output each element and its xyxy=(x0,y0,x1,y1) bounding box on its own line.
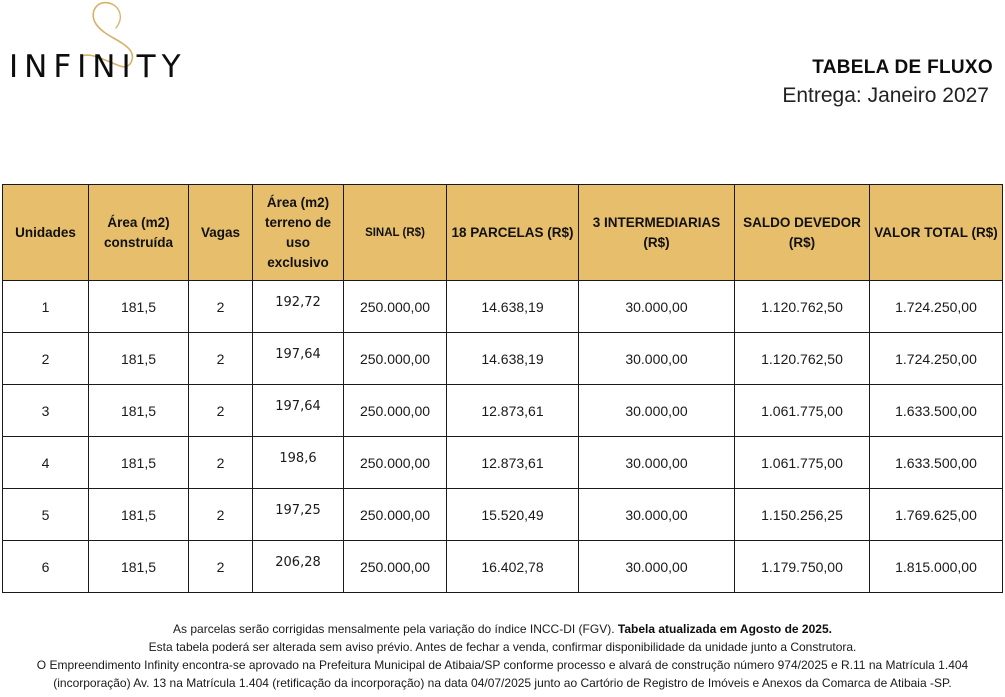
cell-vagas: 2 xyxy=(189,385,253,437)
cell-vagas: 2 xyxy=(189,281,253,333)
column-header-sinal: SINAL (R$) xyxy=(344,185,447,281)
cell-parcelas: 12.873,61 xyxy=(447,385,579,437)
table-row xyxy=(3,437,1003,489)
cell-parcelas: 15.520,49 xyxy=(447,489,579,541)
cell-area-construida: 181,5 xyxy=(89,541,189,593)
cell-valor-total: 1.633.500,00 xyxy=(870,437,1003,489)
cell-area-construida: 181,5 xyxy=(89,333,189,385)
cell-area-terreno: 197,64 xyxy=(253,333,344,385)
cell-unidade: 2 xyxy=(3,333,89,385)
column-header-unidades: Unidades xyxy=(3,185,89,281)
table-row xyxy=(3,541,1003,593)
cell-area-construida: 181,5 xyxy=(89,281,189,333)
footer-line-disclaimer: Esta tabela poderá ser alterada sem aviso prévio. Antes de fechar a venda, confirmar disponibilidade da unidade junto a Construtora. xyxy=(148,640,857,654)
cell-intermediarias: 30.000,00 xyxy=(579,385,735,437)
cell-area-construida: 181,5 xyxy=(89,489,189,541)
cell-valor-total: 1.724.250,00 xyxy=(870,281,1003,333)
delivery-date: Entrega: Janeiro 2027 xyxy=(782,84,989,107)
cell-area-terreno: 206,28 xyxy=(253,541,344,593)
document-header xyxy=(782,56,993,110)
table-row xyxy=(3,385,1003,437)
cell-saldo-devedor: 1.061.775,00 xyxy=(735,437,870,489)
cell-saldo-devedor: 1.061.775,00 xyxy=(735,385,870,437)
payment-flow-table xyxy=(2,184,1003,593)
page-title: TABELA DE FLUXO xyxy=(812,57,993,78)
cell-saldo-devedor: 1.120.762,50 xyxy=(735,333,870,385)
cell-intermediarias: 30.000,00 xyxy=(579,281,735,333)
footer-line-registry: (incorporação) Av. 13 na Matrícula 1.404 (retificação da incorporação) na data 04/07/2025 junto ao Cartório de Registro de Imóveis e Anexos da Comarca de Atibaia -SP. xyxy=(53,676,952,690)
cell-parcelas: 12.873,61 xyxy=(447,437,579,489)
cell-unidade: 1 xyxy=(3,281,89,333)
cell-saldo-devedor: 1.179.750,00 xyxy=(735,541,870,593)
cell-unidade: 6 xyxy=(3,541,89,593)
cell-sinal: 250.000,00 xyxy=(344,281,447,333)
cell-intermediarias: 30.000,00 xyxy=(579,333,735,385)
footer-updated-date: Tabela atualizada em Agosto de 2025. xyxy=(617,622,832,636)
cell-valor-total: 1.724.250,00 xyxy=(870,333,1003,385)
cell-saldo-devedor: 1.150.256,25 xyxy=(735,489,870,541)
cell-parcelas: 14.638,19 xyxy=(447,281,579,333)
cell-area-construida: 181,5 xyxy=(89,385,189,437)
column-header-saldo-devedor: SALDO DEVEDOR (R$) xyxy=(735,185,870,281)
column-header-parcelas: 18 PARCELAS (R$) xyxy=(447,185,579,281)
column-header-intermediarias: 3 INTERMEDIARIAS (R$) xyxy=(579,185,735,281)
cell-area-construida: 181,5 xyxy=(89,437,189,489)
cell-unidade: 5 xyxy=(3,489,89,541)
table-row xyxy=(3,333,1003,385)
cell-area-terreno: 192,72 xyxy=(253,281,344,333)
cell-unidade: 4 xyxy=(3,437,89,489)
cell-vagas: 2 xyxy=(189,437,253,489)
cell-sinal: 250.000,00 xyxy=(344,385,447,437)
footer-correction-text: As parcelas serão corrigidas mensalmente pela variação do índice INCC-DI (FGV). xyxy=(173,622,618,636)
footer-line-approval: O Empreendimento Infinity encontra-se aprovado na Prefeitura Municipal de Atibaia/SP conforme processo e alvará de construção número 974/2025 e R.11 na Matrícula 1.404 xyxy=(36,658,969,672)
column-header-area-terreno: Área (m2) terreno de uso exclusivo xyxy=(253,185,344,281)
cell-sinal: 250.000,00 xyxy=(344,333,447,385)
cell-intermediarias: 30.000,00 xyxy=(579,437,735,489)
cell-sinal: 250.000,00 xyxy=(344,489,447,541)
column-header-valor-total: VALOR TOTAL (R$) xyxy=(870,185,1003,281)
cell-saldo-devedor: 1.120.762,50 xyxy=(735,281,870,333)
brand-name: INFINITY xyxy=(9,49,187,85)
cell-valor-total: 1.815.000,00 xyxy=(870,541,1003,593)
cell-unidade: 3 xyxy=(3,385,89,437)
cell-area-terreno: 198,6 xyxy=(253,437,344,489)
cell-vagas: 2 xyxy=(189,333,253,385)
table-row xyxy=(3,489,1003,541)
table-row xyxy=(3,281,1003,333)
footer-notes xyxy=(0,620,1005,692)
cell-sinal: 250.000,00 xyxy=(344,541,447,593)
cell-parcelas: 14.638,19 xyxy=(447,333,579,385)
cell-vagas: 2 xyxy=(189,489,253,541)
cell-sinal: 250.000,00 xyxy=(344,437,447,489)
cell-valor-total: 1.633.500,00 xyxy=(870,385,1003,437)
cell-vagas: 2 xyxy=(189,541,253,593)
cell-parcelas: 16.402,78 xyxy=(447,541,579,593)
cell-intermediarias: 30.000,00 xyxy=(579,541,735,593)
column-header-vagas: Vagas xyxy=(189,185,253,281)
brand-logo xyxy=(6,0,196,95)
cell-valor-total: 1.769.625,00 xyxy=(870,489,1003,541)
cell-area-terreno: 197,25 xyxy=(253,489,344,541)
cell-area-terreno: 197,64 xyxy=(253,385,344,437)
footer-line-correction xyxy=(0,620,1005,638)
table-header-row xyxy=(3,185,1003,281)
column-header-area-construida: Área (m2) construída xyxy=(89,185,189,281)
cell-intermediarias: 30.000,00 xyxy=(579,489,735,541)
